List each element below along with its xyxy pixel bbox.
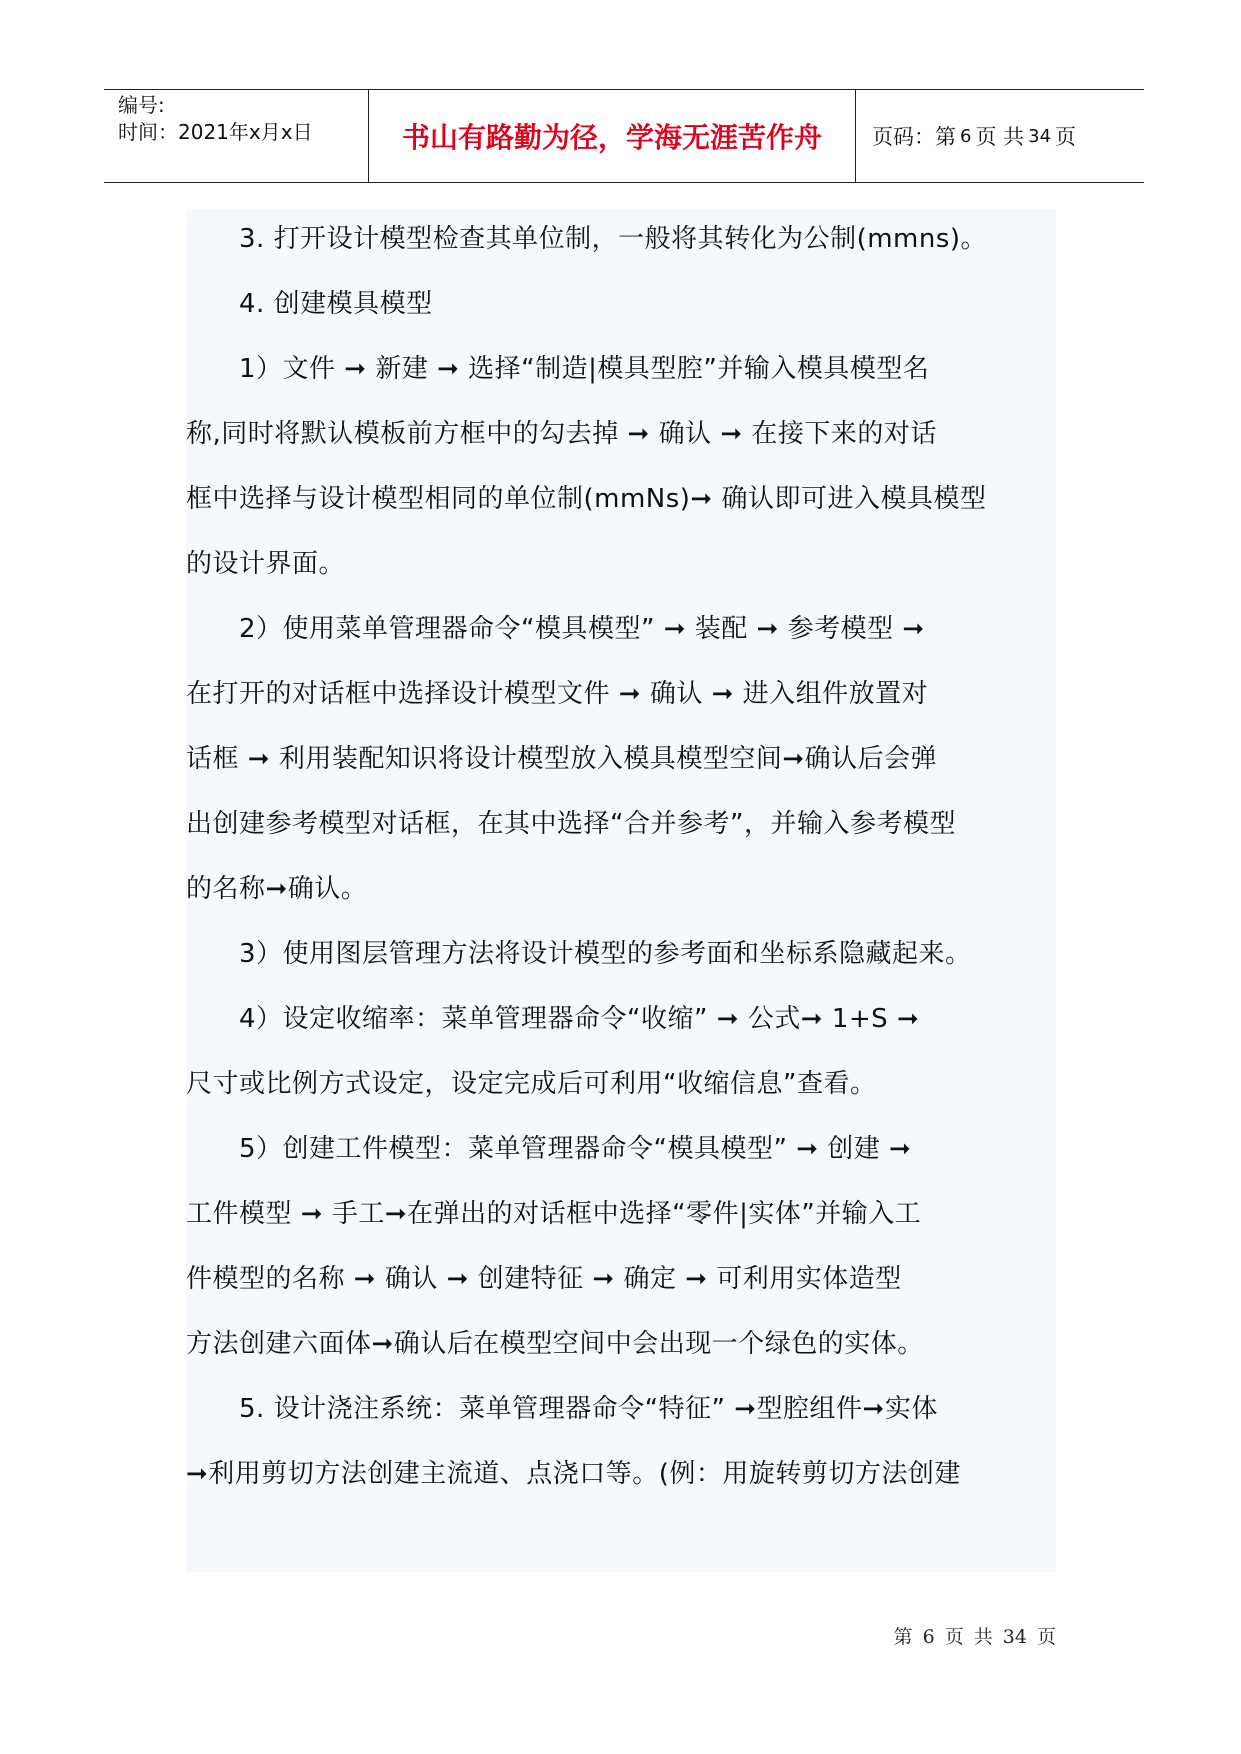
- text-line: 尺寸或比例方式设定，设定完成后可利用“收缩信息”查看。: [186, 1069, 877, 1099]
- text-line: 的设计界面。: [186, 549, 346, 579]
- text-line: 5. 设计浇注系统：菜单管理器命令“特征” ➞型腔组件➞实体: [186, 1394, 938, 1424]
- page-suffix: 页: [1055, 125, 1077, 149]
- page-header: [104, 89, 1144, 183]
- page-footer: 第 6 页 共 34 页: [893, 1626, 1056, 1648]
- number-label: 编号:: [118, 93, 165, 117]
- text-line: 出创建参考模型对话框，在其中选择“合并参考”，并输入参考模型: [186, 809, 956, 839]
- text-line: 框中选择与设计模型相同的单位制(mmNs)➞ 确认即可进入模具模型: [186, 484, 987, 514]
- text-line: 2）使用菜单管理器命令“模具模型” ➞ 装配 ➞ 参考模型 ➞: [186, 614, 925, 644]
- page-total: 34: [1028, 125, 1052, 147]
- page-mid: 页 共: [975, 125, 1025, 149]
- text-line: 4）设定收缩率：菜单管理器命令“收缩” ➞ 公式➞ 1+S ➞: [186, 1004, 920, 1034]
- page-prefix: 页码：第: [872, 125, 956, 149]
- text-line: 3）使用图层管理方法将设计模型的参考面和坐标系隐藏起来。: [186, 939, 972, 969]
- text-line: 话框 ➞ 利用装配知识将设计模型放入模具模型空间➞确认后会弹: [186, 744, 938, 774]
- time-label: 时间：2021年x月x日: [118, 120, 313, 144]
- text-line: 工件模型 ➞ 手工➞在弹出的对话框中选择“零件|实体”并输入工: [186, 1199, 922, 1229]
- text-line: 4. 创建模具模型: [186, 289, 433, 319]
- body-text: [186, 207, 1056, 1507]
- text-line: 3. 打开设计模型检查其单位制，一般将其转化为公制(mmns)。: [186, 224, 988, 254]
- text-line: 件模型的名称 ➞ 确认 ➞ 创建特征 ➞ 确定 ➞ 可利用实体造型: [186, 1264, 902, 1294]
- text-line: 5）创建工件模型：菜单管理器命令“模具模型” ➞ 创建 ➞: [186, 1134, 912, 1164]
- text-line: ➞利用剪切方法创建主流道、点浇口等。(例：用旋转剪切方法创建: [186, 1459, 961, 1489]
- header-page-info: [856, 90, 1144, 182]
- text-line: 称,同时将默认模板前方框中的勾去掉 ➞ 确认 ➞ 在接下来的对话: [186, 419, 937, 449]
- text-line: 1）文件 ➞ 新建 ➞ 选择“制造|模具型腔”并输入模具模型名: [186, 354, 930, 384]
- text-line: 方法创建六面体➞确认后在模型空间中会出现一个绿色的实体。: [186, 1329, 924, 1359]
- page-current: 6: [960, 125, 972, 147]
- text-line: 在打开的对话框中选择设计模型文件 ➞ 确认 ➞ 进入组件放置对: [186, 679, 929, 709]
- text-line: 的名称➞确认。: [186, 874, 368, 904]
- header-motto: 书山有路勤为径，学海无涯苦作舟: [368, 90, 856, 182]
